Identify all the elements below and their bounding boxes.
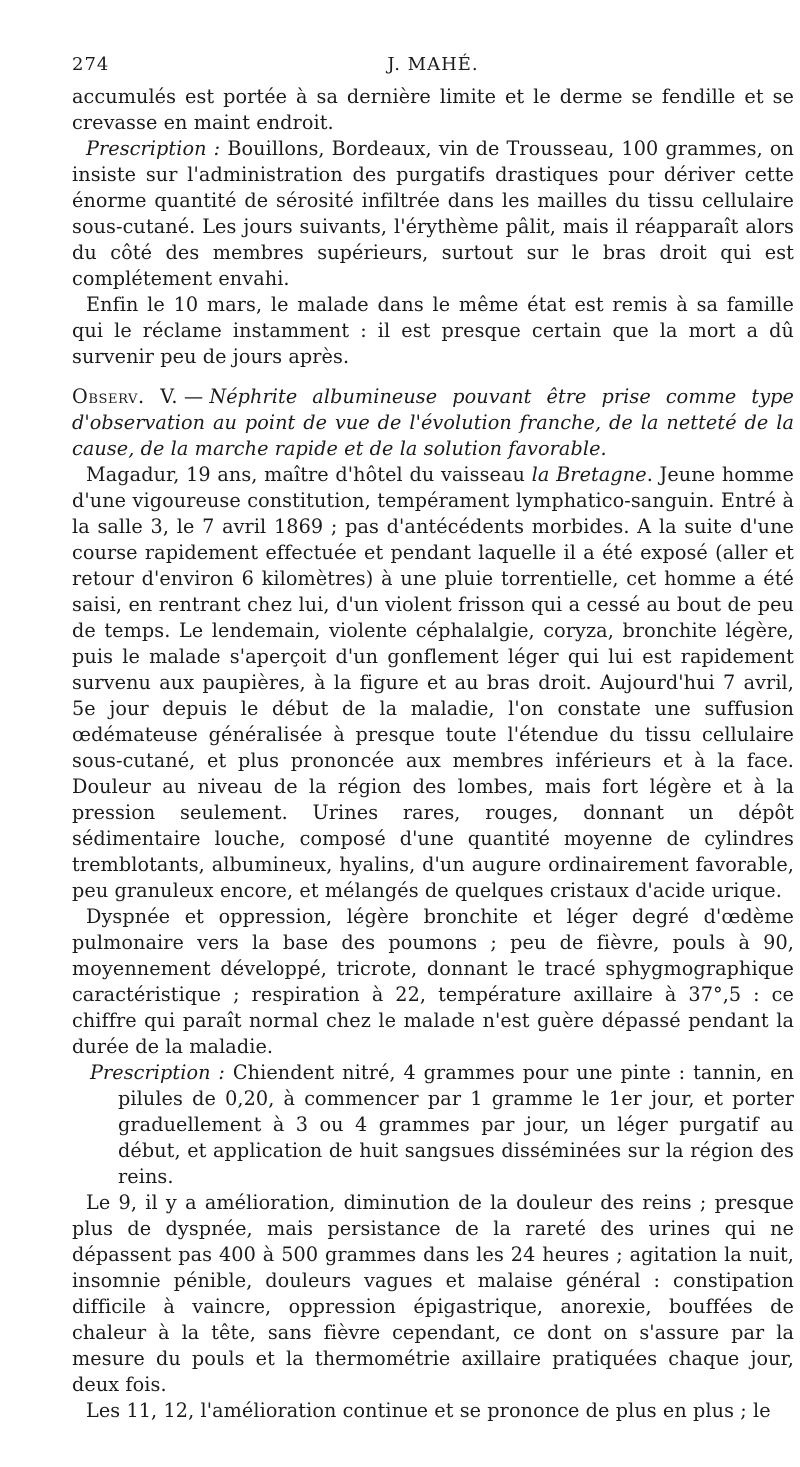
paragraph-prescription-2 (72, 1060, 794, 1190)
paragraph-outcome: Enfin le 10 mars, le malade dans le même état est remis à sa famille qui le réclame instamment : il est presque certain que la mort a dû survenir peu de jours après. (72, 293, 794, 368)
paragraph-day-9: Le 9, il y a amélioration, diminution de la douleur des reins ; presque plus de dyspnée, mais persistance de la rareté des urines qui ne dépassent pas 400 à 500 grammes dans les 24 heures ; agitation la nuit, insomnie pénible, douleurs vagues et malaise général : constipation difficile à vaincre, oppression épigastrique, anorexie, bouffées de chaleur à la tête, sans fièvre cependant, ce dont on s'assure par la mesure du pouls et la thermométrie axillaire pratiquées chaque jour, deux fois. (72, 1191, 794, 1396)
observation-title: Néphrite albumineuse pouvant être prise comme type d'observation au point de vue de l'évolution franche, de la netteté de la cause, de la marche rapide et de la solution favorable. (72, 385, 794, 460)
running-header (72, 52, 794, 78)
page-number: 274 (72, 54, 110, 75)
observation-label: Observ. V. (72, 385, 179, 408)
prescription-label-2: Prescription : (90, 1061, 225, 1084)
case-history-text-a: Magadur, 19 ans, maître d'hôtel du vaisseau (86, 463, 532, 486)
paragraph-day-11-12: Les 11, 12, l'amélioration continue et se prononce de plus en plus ; le (86, 1399, 771, 1422)
ship-name: la Bretagne (531, 463, 647, 486)
observation-dash: — (184, 385, 204, 408)
paragraph-prescription-1 (72, 136, 794, 292)
prescription-text-2: Chiendent nitré, 4 grammes pour une pinte : tannin, en pilules de 0,20, à commencer par 1 gramme le 1er jour, et porter graduellement à 3 ou 4 grammes par jour, un léger purgatif au début, et application de huit sangsues disséminées sur la région des reins. (118, 1061, 794, 1188)
prescription-text: Bouillons, Bordeaux, vin de Trousseau, 100 grammes, on insiste sur l'administration des purgatifs drastiques pour dériver cette énorme quantité de sérosité infiltrée dans les mailles du tissu cellulaire sous-cutané. Les jours suivants, l'érythème pâlit, mais il réapparaît alors du côté des membres supérieurs, surtout sur le bras droit qui est complétement envahi. (72, 137, 794, 290)
case-history-text-b: . Jeune homme d'une vigoureuse constitution, tempérament lymphatico-sanguin. Entré à la salle 3, le 7 avril 1869 ; pas d'antécédents morbides. A la suite d'une course rapidement effectuée et pendant laquelle il a été exposé (aller et retour d'environ 6 kilomètres) à une pluie torrentielle, cet homme a été saisi, en rentrant chez lui, d'un violent frisson qui a cessé au bout de peu de temps. Le lendemain, violente céphalalgie, coryza, bronchite légère, puis le malade s'aperçoit d'un gonflement léger qui lui est rapidement survenu aux paupières, à la figure et au bras droit. Aujourd'hui 7 avril, 5e jour depuis le début de la maladie, l'on constate une suffusion œdémateuse généralisée à presque toute l'étendue du tissu cellulaire sous-cutané, et plus prononcée aux membres inférieurs et à la face. Douleur au niveau de la région des lombes, mais fort légère et à la pression seulement. Urines rares, rouges, donnant un dépôt sédimentaire louche, composé d'une quantité moyenne de cylindres tremblotants, albumineux, hyalins, d'un augure ordinairement favorable, peu granuleux encore, et mélangés de quelques cristaux d'acide urique. (72, 463, 794, 902)
prescription-label: Prescription : (86, 137, 221, 160)
running-title: J. MAHÉ. (387, 54, 479, 75)
document-page (72, 52, 794, 1424)
paragraph-continuation: accumulés est portée à sa dernière limite et le derme se fendille et se crevasse en maint endroit. (72, 85, 794, 134)
observation-heading (72, 384, 794, 462)
paragraph-case-history (72, 462, 794, 904)
paragraph-symptoms: Dyspnée et oppression, légère bronchite et léger degré d'œdème pulmonaire vers la base des poumons ; peu de fièvre, pouls à 90, moyennement développé, tricrote, donnant le tracé sphygmographique caractéristique ; respiration à 22, température axillaire à 37°,5 : ce chiffre qui paraît normal chez le malade n'est guère dépassé pendant la durée de la maladie. (72, 905, 794, 1058)
